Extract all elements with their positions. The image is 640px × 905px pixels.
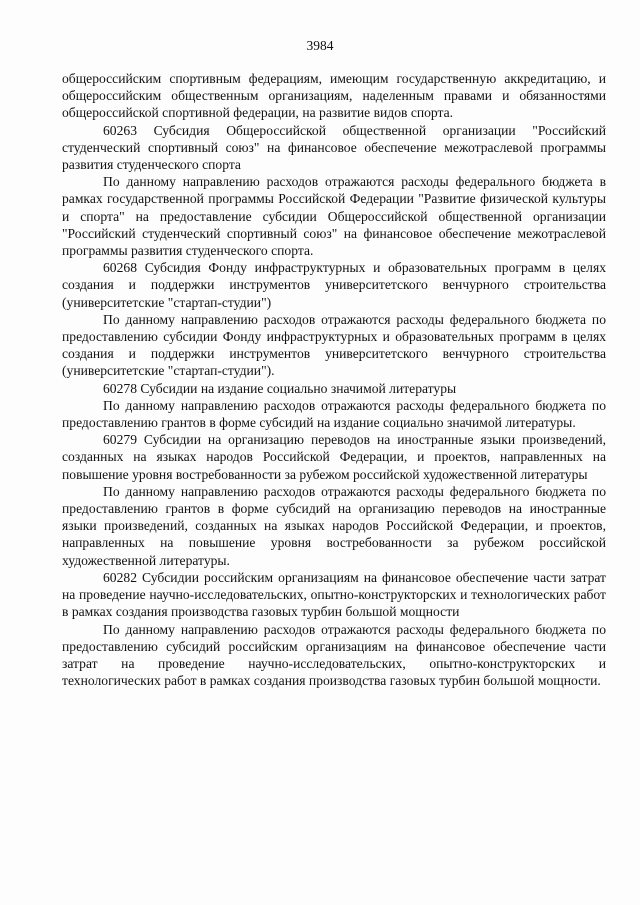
paragraph-heading-60279: 60279 Субсидии на организацию переводов на иностранные языки произведений, созданных на языках народов Российской Федерации, и проектов, направленных на повышение уровня востребованности за рубежом российской художественной литературы [62,432,606,482]
paragraph-body-60268: По данному направлению расходов отражаются расходы федерального бюджета по предоставлению субсидии Фонду инфраструктурных и образовательных программ в целях создания и поддержки инструментов университетского венчурного строительства (университетские "стартап-студии"). [62,311,606,379]
paragraph-heading-60268: 60268 Субсидия Фонду инфраструктурных и образовательных программ в целях создания и поддержки инструментов университетского венчурного строительства (университетские "стартап-студии") [62,260,606,310]
paragraph-continuation: общероссийским спортивным федерациям, имеющим государственную аккредитацию, и общероссийским общественным организациям, наделенным правами и обязанностями общероссийской спортивной федерации, на развитие видов спорта. [62,71,606,121]
paragraph-body-60278: По данному направлению расходов отражаются расходы федерального бюджета по предоставлению грантов в форме субсидий на издание социально значимой литературы. [62,397,606,431]
page-number: 3984 [306,38,334,53]
paragraph-heading-60263: 60263 Субсидия Общероссийской общественной организации "Российский студенческий спортивный союз" на финансовое обеспечение межотраслевой программы развития студенческого спорта [62,122,606,173]
paragraph-body-60279: По данному направлению расходов отражаются расходы федерального бюджета по предоставлению грантов в форме субсидий на организацию переводов на иностранные языки произведений, созданных на языках народов Российской Федерации, и проектов, направленных на повышение уровня востребованности за рубежом российской художественной литературы. [62,483,606,568]
paragraph-heading-60278: 60278 Субсидии на издание социально значимой литературы [103,380,457,396]
document-body [62,70,606,689]
paragraph-body-60282: По данному направлению расходов отражаются расходы федерального бюджета по предоставлению субсидий российским организациям на финансовое обеспечение части затрат на проведение научно-исследовательских, опытно-конструкторских и технологических работ в рамках создания производства газовых турбин большой мощности. [62,621,606,689]
paragraph-heading-60282: 60282 Субсидии российским организациям на финансовое обеспечение части затрат на проведение научно-исследовательских, опытно-конструкторских и технологических работ в рамках создания производства газовых турбин большой мощности [62,569,606,620]
paragraph-body-60263: По данному направлению расходов отражаются расходы федерального бюджета в рамках государственной программы Российской Федерации "Развитие физической культуры и спорта" на предоставление субсидии Общероссийской общественной организации "Российский студенческий спортивный союз" на финансовое обеспечение межотраслевой программы развития студенческого спорта. [62,174,606,259]
